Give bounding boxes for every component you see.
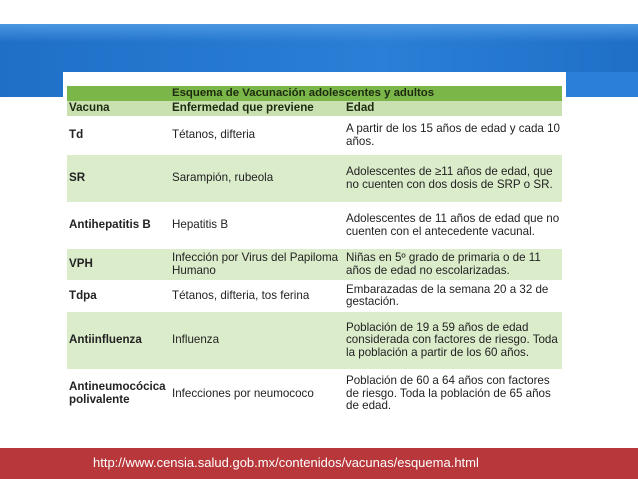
cell-edad: A partir de los 15 años de edad y cada 10 años. xyxy=(344,117,562,155)
cell-vacuna: VPH xyxy=(67,249,170,281)
cell-enfermedad: Tétanos, difteria, tos ferina xyxy=(170,281,344,312)
table-header-row xyxy=(67,101,562,117)
table-row xyxy=(67,249,562,281)
cell-vacuna: SR xyxy=(67,155,170,203)
cell-vacuna: Antiinfluenza xyxy=(67,312,170,370)
cell-edad: Niñas en 5º grado de primaria o de 11 años de edad no escolarizadas. xyxy=(344,249,562,281)
cell-edad: Adolescentes de 11 años de edad que no cuenten con el antecedente vacunal. xyxy=(344,203,562,249)
cell-enfermedad: Tétanos, difteria xyxy=(170,117,344,155)
vaccination-table xyxy=(67,86,562,418)
cell-edad: Embarazadas de la semana 20 a 32 de gestación. xyxy=(344,281,562,312)
table-row xyxy=(67,281,562,312)
cell-enfermedad: Infecciones por neumococo xyxy=(170,370,344,418)
cell-vacuna: Td xyxy=(67,117,170,155)
header-accent-block xyxy=(566,72,638,97)
header-enfermedad: Enfermedad que previene xyxy=(170,101,344,117)
table-row xyxy=(67,155,562,203)
table-title: Esquema de Vacunación adolescentes y adultos xyxy=(170,86,562,101)
cell-edad: Población de 60 a 64 años con factores de riesgo. Toda la población de 65 años de edad. xyxy=(344,370,562,418)
header-edad: Edad xyxy=(344,101,562,117)
cell-edad: Adolescentes de ≥11 años de edad, que no cuenten con dos dosis de SRP o SR. xyxy=(344,155,562,203)
table-row xyxy=(67,117,562,155)
title-spacer xyxy=(67,86,170,101)
cell-vacuna: Tdpa xyxy=(67,281,170,312)
cell-vacuna: Antineumocócica polivalente xyxy=(67,370,170,418)
table-row xyxy=(67,370,562,418)
table-row xyxy=(67,312,562,370)
cell-enfermedad: Influenza xyxy=(170,312,344,370)
source-link[interactable]: http://www.censia.salud.gob.mx/contenidos/vacunas/esquema.html xyxy=(93,455,479,470)
cell-edad: Población de 19 a 59 años de edad considerada con factores de riesgo. Toda la población a partir de los 60 años. xyxy=(344,312,562,370)
cell-enfermedad: Hepatitis B xyxy=(170,203,344,249)
header-vacuna: Vacuna xyxy=(67,101,170,117)
table-title-row xyxy=(67,86,562,101)
cell-enfermedad: Sarampión, rubeola xyxy=(170,155,344,203)
vaccination-table-container xyxy=(63,72,566,438)
cell-enfermedad: Infección por Virus del Papiloma Humano xyxy=(170,249,344,281)
cell-vacuna: Antihepatitis B xyxy=(67,203,170,249)
table-row xyxy=(67,203,562,249)
